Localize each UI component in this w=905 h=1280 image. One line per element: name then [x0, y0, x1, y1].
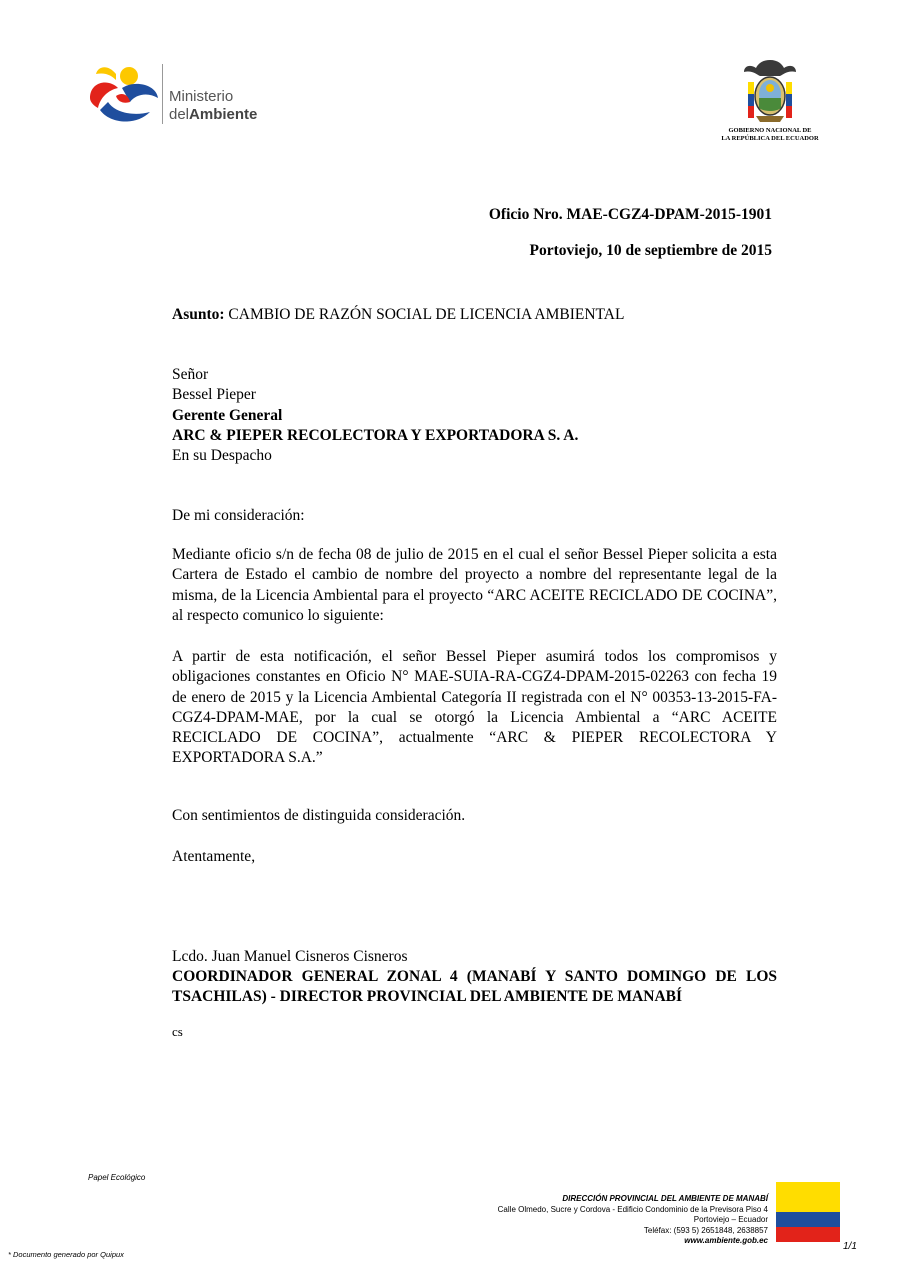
footer-web: www.ambiente.gob.ec: [684, 1236, 768, 1245]
ministry-name-line1: Ministerio: [169, 88, 234, 105]
initials: cs: [172, 1024, 183, 1039]
generated-note: * Documento generado por Quipux: [8, 1250, 124, 1259]
recipient-title: Gerente General: [172, 406, 283, 424]
ministerio-ambiente-logo: [86, 58, 276, 128]
ecuador-coat-of-arms: [715, 58, 825, 148]
closing-line: Con sentimientos de distinguida consideración.: [172, 807, 466, 824]
paragraph-2: A partir de esta notificación, el señor Bessel Pieper asumirá todos los compromisos y obligaciones constantes en Oficio N° MAE-SUIA-RA-CGZ4-DPAM-2015-02263 con fecha 19 de enero de 2015 y la Licencia Ambiental Categoría II registrada con el N° 00353-13-2015-FA-CGZ4-DPAM-MAE, por la cual se otorgó la Licencia Ambiental a “ARC ACEITE RECICLADO DE COCINA”, actualmente “ARC & PIEPER RECOLECTORA Y EXPORTADORA S.A.”: [172, 648, 777, 767]
sign-off: Atentamente,: [172, 848, 256, 865]
footer-dept: DIRECCIÓN PROVINCIAL DEL AMBIENTE DE MANABÍ: [562, 1194, 768, 1203]
ministry-emblem-icon: [86, 58, 162, 128]
oficio-number: Oficio Nro. MAE-CGZ4-DPAM-2015-1901: [488, 206, 772, 223]
ministry-name-line2: delAmbiente: [169, 106, 258, 123]
government-caption: GOBIERNO NACIONAL DE LA REPÚBLICA DEL ECUADOR: [721, 127, 819, 142]
paper-note: Papel Ecológico: [88, 1173, 146, 1182]
recipient-block: [172, 365, 777, 466]
greeting: De mi consideración:: [172, 507, 305, 524]
recipient-salutation: Señor: [172, 366, 209, 383]
footer-city: Portoviejo – Ecuador: [693, 1215, 768, 1224]
recipient-closing: En su Despacho: [172, 447, 272, 465]
subject-text: CAMBIO DE RAZÓN SOCIAL DE LICENCIA AMBIENTAL: [228, 306, 625, 323]
coat-of-arms-icon: [742, 58, 798, 124]
place-date: Portoviejo, 10 de septiembre de 2015: [529, 242, 772, 259]
paragraph-1: Mediante oficio s/n de fecha 08 de julio de 2015 en el cual el señor Bessel Pieper solicita a esta Cartera de Estado el cambio de nombre del proyecto a nombre del representante legal de la misma, de la Licencia Ambiental para el proyecto “ARC ACEITE RECICLADO DE COCINA”, al respecto comunico lo siguiente:: [172, 546, 777, 624]
page-number: 1/1: [843, 1241, 857, 1252]
recipient-name: Bessel Pieper: [172, 386, 256, 404]
recipient-company: ARC & PIEPER RECOLECTORA Y EXPORTADORA S. A.: [172, 426, 579, 444]
subject-label: Asunto:: [172, 306, 225, 323]
ecuador-flag-icon: [776, 1182, 840, 1242]
footer-address: Calle Olmedo, Sucre y Cordova - Edificio Condominio de la Previsora Piso 4: [497, 1204, 768, 1214]
signatory-position: COORDINADOR GENERAL ZONAL 4 (MANABÍ Y SANTO DOMINGO DE LOS TSACHILAS) - DIRECTOR PROVINCIAL DEL AMBIENTE DE MANABÍ: [172, 968, 777, 1006]
footer-address-block: [498, 1194, 768, 1247]
signatory-name: Lcdo. Juan Manuel Cisneros Cisneros: [172, 948, 408, 965]
subject-line: [172, 305, 777, 325]
footer-phone: Teléfax: (593 5) 2651848, 2638857: [643, 1225, 768, 1235]
